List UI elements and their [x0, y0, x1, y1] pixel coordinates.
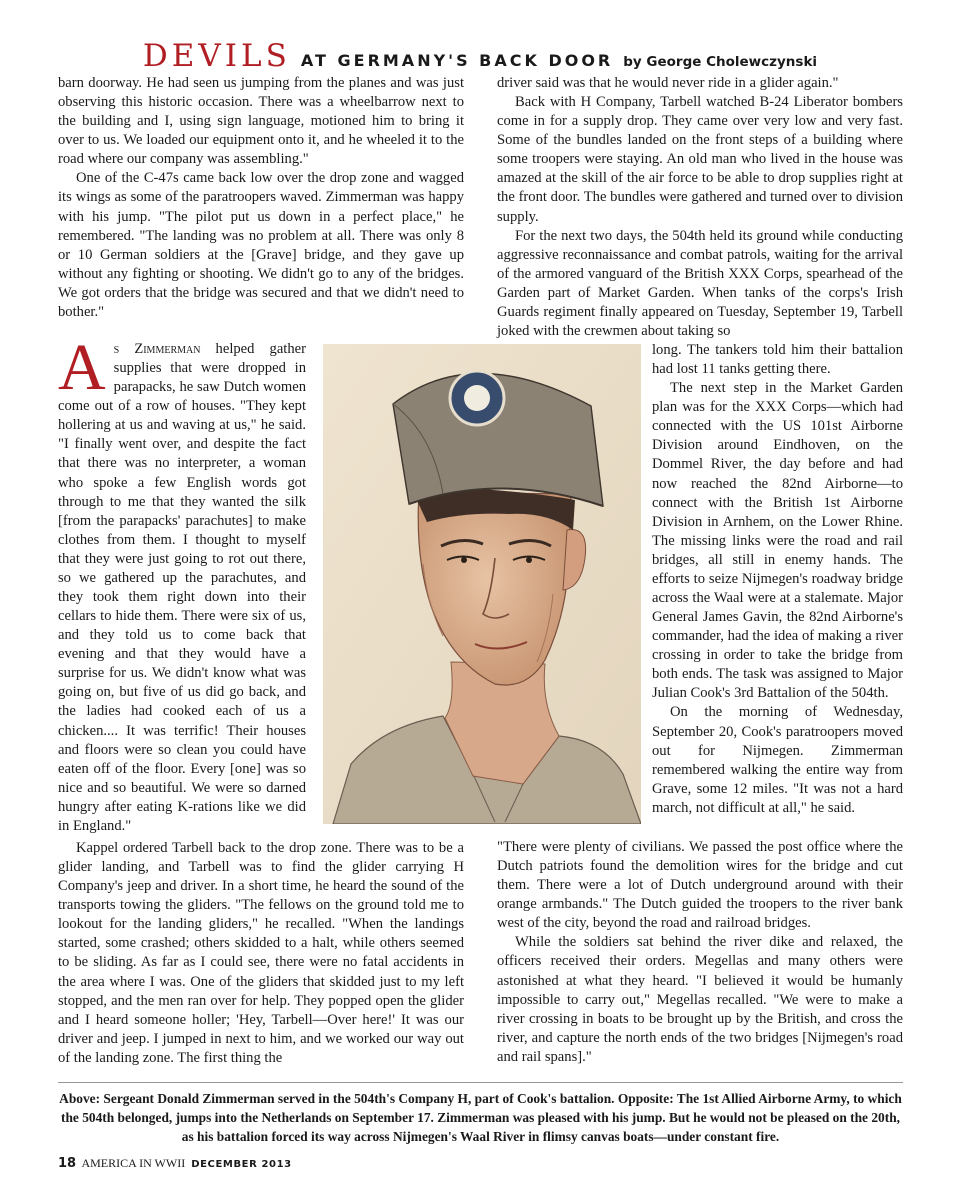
- paragraph: Kappel ordered Tarbell back to the drop zone. There was to be a glider landing, and Tarbell was to find the glider carrying H Company's jeep and driver. In a short time, he heard the sound of the transports towing the gliders. "The fellows on the ground told me to lookout for the landing gliders," he recalled. "When the landings started, some crashed; others skidded to a halt, while others seemed to be sliding. As far as I could see, there were no fatal accidents in the area where I was. One of the gliders that skidded just to my left stopped, and the men ran over for help. They popped open the glider and I heard someone holler; 'Hey, Tarbell—Over here!' It was our driver and jeep. I jumped in next to him, and we worked our way out of the landing zone. The first thing the: [58, 840, 464, 1066]
- article-header: [0, 38, 960, 74]
- paragraph: long. The tankers told him their battalion had lost 11 tanks getting there.: [652, 342, 903, 378]
- paragraph-body: helped gather supplies that were dropped in parapacks, he saw Dutch women come out of a row of houses. "They kept hollering at us and waving at us," he said. "I finally went over, and despite the fact that there was no interpreter, a woman who spoke a few English words got through to me that they wanted the silk [from the parapacks' parachutes] to make clothes from them. I thought to myself that they were just going to rot out there, so we gathered up the parachutes, and they took them right down into their cellars to hide them. There were six of us, and they told us to come back that evening and that they would have a surprise for us. We didn't know what was going on, but five of us did go back, and the ladies had cooked each of us a chicken.... It was terrific! Their houses and floors were so clean you could have eaten off of the floor. Every [one] was so nice and so beautiful. We were so darned hungry after eating K-rations like we did in England.": [58, 341, 306, 834]
- right-column-bottom: [497, 838, 903, 1067]
- drop-cap: A: [58, 331, 106, 404]
- issue-date: DECEMBER 2013: [191, 1159, 292, 1170]
- left-column-top: [58, 74, 464, 322]
- paragraph: While the soldiers sat behind the river dike and relaxed, the officers received their orders. Megellas and many others were astonished at what they heard. "I believed it would be humanly impossible to carry out," Megellas recalled. "We were to make a river crossing in boats to be brought up by the British, and cross the river, and capture the north ends of the two bridges [Nijmegen's road and rail spans].": [497, 934, 903, 1065]
- right-column-wrap: [652, 341, 903, 818]
- paragraph-dropcap: [58, 331, 306, 836]
- paragraph: On the morning of Wednesday, September 20, Cook's paratroopers moved out for Nijmegen. Zimmerman remembered walking the entire way from Grave, some 12 miles. "It was not a hard march, not difficult at all," he said.: [652, 704, 903, 816]
- page-folio: [58, 1156, 292, 1171]
- article-title-rest: AT GERMANY'S BACK DOOR: [300, 51, 614, 70]
- small-caps-lead: s Zimmerman: [113, 341, 201, 357]
- paragraph: driver said was that he would never ride in a glider again.": [497, 75, 839, 91]
- article-title-devils: DEVILS: [142, 38, 291, 74]
- byline: by George Cholewczynski: [623, 54, 818, 70]
- magazine-name: AMERICA IN WWII: [81, 1156, 186, 1170]
- photo-caption: Above: Sergeant Donald Zimmerman served in the 504th's Company H, part of Cook's battalion. Opposite: The 1st Allied Airborne Army, to which the 504th belonged, jumps into the Netherlands on September 17. Zimmerman was pleased with his jump. But he would not be pleased on the 20th, as his battalion forced its way across Nijmegen's Waal River in flimsy canvas boats—under constant fire.: [59, 1091, 902, 1144]
- left-column-bottom: [58, 839, 464, 1068]
- paragraph: One of the C-47s came back low over the drop zone and wagged its wings as some of the paratroopers waved. Zimmerman was happy with his jump. "The pilot put us down in a perfect place," he remembered. "The landing was no problem at all. There was only 8 or 10 German soldiers at the [Grave] bridge, and they gave up without any fighting or shooting. We didn't go to any of the bridges. We got orders that the bridge was secured and that we didn't need to bother.": [58, 170, 464, 320]
- right-column-top: [497, 74, 903, 341]
- soldier-portrait-sketch: [323, 344, 641, 824]
- page-number: 18: [58, 1156, 77, 1171]
- caption-divider: [58, 1082, 903, 1083]
- paragraph: "There were plenty of civilians. We passed the post office where the Dutch patriots found the demolition wires for the bridge and cut them. There were a lot of Dutch underground around with their orange armbands." The Dutch guided the troopers to the river bank west of the city, beyond the road and railroad bridges.: [497, 839, 903, 932]
- paragraph: Back with H Company, Tarbell watched B-24 Liberator bombers come in for a supply drop. They came over very low and very fast. Some of the bundles landed on the front steps of a building where some troopers were staying. An old man who lived in the house was amazed at the skill of the air force to be able to drop supplies right at the front door. The bundles were gathered and turned over to division supply.: [497, 94, 903, 225]
- paragraph: For the next two days, the 504th held its ground while conducting aggressive reconnaissance and combat patrols, waiting for the arrival of the armored vanguard of the British XXX Corps, spearhead of the Garden part of Market Garden. When tanks of the corps's Irish Guards regiment finally appeared on Tuesday, September 19, Tarbell joked with the crewmen about taking so: [497, 227, 903, 340]
- paragraph: barn doorway. He had seen us jumping from the planes and was just observing this historic occasion. There was a wheelbarrow next to the building and I, using sign language, motioned him to bring it over to us. We loaded our equipment onto it, and he wheeled it to the road where our company was assembling.": [58, 75, 464, 168]
- paragraph: The next step in the Market Garden plan was for the XXX Corps—which had connected with the US 101st Airborne Division around Eindhoven, on the Dommel River, the day before and had now reached the 82nd Airborne—to connect with the British 1st Airborne Division in Arnhem, on the Lower Rhine. The missing links were the road and rail bridges, all still in enemy hands. The efforts to seize Nijmegen's roadway bridge across the Waal were at a stalemate. Major General James Gavin, the 82nd Airborne's commander, had the idea of making a river crossing in order to take the bridge from both ends. The task was assigned to Major Julian Cook's 3rd Battalion of the 504th.: [652, 380, 903, 702]
- left-column-wrap: [58, 331, 306, 836]
